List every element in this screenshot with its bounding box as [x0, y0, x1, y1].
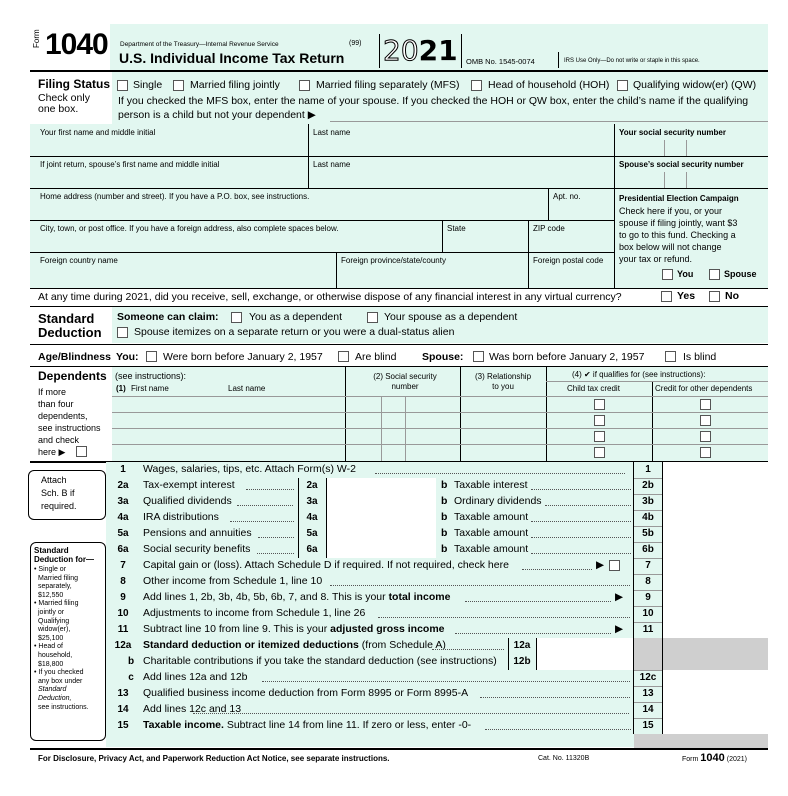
dep-side-5: and check	[38, 435, 80, 445]
filing-status-title: Filing Status	[38, 77, 110, 91]
campaign-you-checkbox[interactable]	[662, 269, 673, 280]
line-number: 12a	[114, 640, 132, 651]
mid-box-label: 3a	[306, 496, 318, 507]
line-text	[143, 671, 248, 683]
line-text-bold: adjusted gross income	[330, 623, 445, 635]
single-checkbox[interactable]	[117, 80, 128, 91]
line-text-main: Subtract line 10 from line 9. This is your	[143, 623, 328, 635]
line-number: 2a	[117, 480, 129, 491]
spouse-blind-checkbox[interactable]	[665, 351, 676, 362]
leader-dots	[246, 489, 294, 490]
line-text-main: Adjustments to income from Schedule 1, line 26	[143, 607, 366, 619]
line-number: 4a	[117, 512, 129, 523]
line-text	[143, 511, 219, 523]
leader-dots	[193, 713, 629, 714]
you-blind-label: Are blind	[355, 351, 397, 363]
sd-box-item: • Married filing	[34, 600, 79, 608]
you-born-checkbox[interactable]	[146, 351, 157, 362]
dep-col2-1: (2) Social security	[373, 372, 437, 381]
line-number: 7	[120, 560, 126, 571]
dep-col4: (4) ✔ if qualifies for (see instructions):	[572, 370, 706, 379]
virtual-currency-yes-checkbox[interactable]	[661, 291, 672, 302]
dep-side-6: here ▶	[38, 447, 66, 457]
qualifying-widow-label: Qualifying widow(er) (QW)	[633, 79, 757, 91]
right-box-label: 14	[642, 704, 654, 715]
right-box-label: 7	[645, 560, 651, 571]
form-label: Form	[32, 29, 41, 48]
line-number: 15	[117, 720, 129, 731]
line-b-number: b	[441, 495, 448, 507]
spouse-first-name-label: If joint return, spouse’s first name and middle initial	[40, 160, 220, 169]
foreign-country-input[interactable]	[36, 266, 334, 284]
line-b-text: Taxable amount	[454, 543, 529, 555]
line-text-bold: Taxable income.	[143, 719, 224, 731]
more-dependents-checkbox[interactable]	[76, 446, 87, 457]
qualifying-widow-checkbox[interactable]	[617, 80, 628, 91]
other-dependent-credit-checkbox[interactable]	[700, 431, 711, 442]
line-b-text: Taxable interest	[454, 479, 528, 491]
line-b-number: b	[441, 479, 448, 491]
line-text-main: Qualified business income deduction from Form 8995 or Form 8995-A	[143, 687, 469, 699]
sd-box-item: Qualifying	[38, 617, 70, 625]
line-number: 8	[120, 576, 126, 587]
child-tax-credit-checkbox[interactable]	[594, 399, 605, 410]
line-text-main: Qualified dividends	[143, 495, 232, 507]
spouse-born-label: Was born before January 2, 1957	[489, 351, 645, 363]
amount-input[interactable]	[663, 526, 768, 542]
sd-box-list	[34, 566, 89, 712]
spouse-ssn-label: Spouse’s social security number	[619, 160, 744, 169]
campaign-text-2: spouse if filing jointly, want $3	[619, 218, 738, 228]
amount-input[interactable]	[663, 494, 768, 510]
attach-line-2: Sch. B if	[41, 488, 75, 498]
line-text	[143, 607, 365, 619]
footer-year: (2021)	[726, 756, 747, 763]
leader-dots	[230, 521, 294, 522]
shaded-amount	[663, 654, 768, 670]
form-number: 1040	[45, 28, 108, 61]
campaign-spouse-label: Spouse	[724, 269, 757, 279]
standard-deduction-info-box	[30, 542, 106, 741]
line-text-main: Add lines 12c and 13	[143, 703, 242, 715]
ssn-label: Your social security number	[619, 128, 726, 137]
leader-dots	[531, 537, 631, 538]
sd-box-italic-1: Standard	[38, 686, 67, 694]
right-box-label: 5b	[642, 528, 654, 539]
age-spouse-label: Spouse:	[422, 351, 464, 363]
state-label: State	[447, 224, 466, 233]
mid-box-input[interactable]	[536, 654, 636, 670]
sd-box-item: Married filing	[38, 574, 79, 582]
child-tax-credit-checkbox[interactable]	[594, 431, 605, 442]
attach-schedule-b-box	[28, 470, 106, 520]
line-number: 13	[117, 688, 129, 699]
spouse-first-name-input[interactable]	[36, 170, 304, 187]
home-address-input[interactable]	[36, 202, 544, 219]
right-box-label: 2b	[642, 480, 654, 491]
right-box-label: 6b	[642, 544, 654, 555]
head-of-household-label: Head of household (HOH)	[488, 79, 610, 91]
dep-col4a: Child tax credit	[567, 384, 620, 393]
other-dependent-credit-checkbox[interactable]	[700, 399, 711, 410]
city-label: City, town, or post office. If you have a foreign address, also complete spaces below.	[40, 224, 339, 233]
line-text-main: Capital gain or (loss). Attach Schedule D if required. If not required, check here	[143, 559, 509, 571]
line-text	[143, 575, 322, 587]
mid-box-label: 12b	[513, 656, 531, 667]
married-separately-label: Married filing separately (MFS)	[316, 79, 460, 91]
shaded-amount	[634, 638, 662, 654]
other-dependent-credit-checkbox[interactable]	[700, 415, 711, 426]
arrow-icon: ▶	[615, 623, 624, 635]
capital-gain-checkbox[interactable]	[609, 560, 620, 571]
code: (99)	[349, 40, 362, 47]
leader-dots	[531, 553, 631, 554]
line-number: 14	[117, 704, 129, 715]
dependents-title: Dependents	[38, 369, 107, 383]
foreign-postal-label: Foreign postal code	[533, 256, 604, 265]
you-blind-checkbox[interactable]	[338, 351, 349, 362]
age-blindness-title: Age/Blindness	[38, 351, 111, 363]
omb-number: OMB No. 1545-0074	[466, 57, 535, 66]
you-born-label: Were born before January 2, 1957	[163, 351, 323, 363]
right-box-label: 15	[642, 720, 654, 731]
sd-box-item: $12,550	[38, 591, 64, 599]
line-b-number: b	[441, 543, 448, 555]
dependent-row[interactable]	[114, 445, 344, 459]
virtual-currency-yes-label: Yes	[677, 290, 696, 302]
line-text	[143, 479, 235, 491]
line-number: c	[128, 672, 134, 683]
head-of-household-checkbox[interactable]	[471, 80, 482, 91]
dep-col1-num: (1)	[116, 384, 126, 393]
line-text	[143, 719, 471, 731]
right-box-label: 11	[642, 624, 654, 635]
line-text	[143, 543, 250, 555]
dependents-see: (see instructions):	[115, 371, 187, 381]
sd-box-item: household,	[38, 651, 73, 659]
line-number: 11	[117, 624, 129, 635]
attach-line-1: Attach	[41, 475, 67, 485]
right-box-label: 8	[645, 576, 651, 587]
arrow-icon: ▶	[615, 591, 624, 603]
campaign-you-label: You	[677, 269, 694, 279]
line-text	[143, 463, 356, 475]
spouse-last-name-label: Last name	[313, 160, 351, 169]
dep-side-1: If more	[38, 387, 67, 397]
virtual-currency-question: At any time during 2021, did you receive, sell, exchange, or otherwise dispose of any financial interest in any virtual currency?	[38, 291, 622, 303]
leader-dots	[465, 601, 611, 602]
right-box-label: 12c	[639, 672, 657, 683]
form-title: U.S. Individual Income Tax Return	[119, 50, 345, 66]
filing-note-2: person is a child but not your dependent ▶	[118, 109, 316, 121]
leader-dots	[258, 537, 294, 538]
dependent-row[interactable]	[114, 429, 344, 443]
standard-deduction-title-2: Deduction	[38, 325, 102, 340]
leader-dots	[262, 681, 630, 682]
shaded-amount	[663, 638, 768, 654]
zip-label: ZIP code	[533, 224, 565, 233]
spouse-born-checkbox[interactable]	[473, 351, 484, 362]
amount-input[interactable]	[663, 670, 768, 686]
child-tax-credit-checkbox[interactable]	[594, 415, 605, 426]
leader-dots	[237, 505, 293, 506]
leader-dots	[522, 569, 592, 570]
foreign-province-label: Foreign province/state/county	[341, 256, 446, 265]
line-number: 9	[120, 592, 126, 603]
foreign-postal-input[interactable]	[532, 266, 612, 284]
foreign-province-input[interactable]	[340, 266, 524, 284]
line-number: 1	[120, 464, 126, 475]
dep-side-3: dependents,	[38, 411, 88, 421]
filing-status-sub2: one box.	[38, 103, 79, 115]
amount-input[interactable]	[663, 622, 768, 638]
first-name-label: Your first name and middle initial	[40, 128, 156, 137]
leader-dots	[257, 553, 294, 554]
amount-input[interactable]	[663, 574, 768, 590]
footer-cat: Cat. No. 11320B	[538, 755, 590, 762]
line-text-rest: Subtract line 14 from line 11. If zero or less, enter -0-	[226, 719, 472, 731]
line-text-main: Add lines 12a and 12b	[143, 671, 248, 683]
amount-input[interactable]	[663, 686, 768, 702]
line-text-main: Social security benefits	[143, 543, 251, 555]
line-b-text: Taxable amount	[454, 527, 529, 539]
mid-box-input[interactable]	[326, 526, 436, 542]
virtual-currency-no-checkbox[interactable]	[709, 291, 720, 302]
right-box-label: 4b	[642, 512, 654, 523]
line-text	[143, 687, 468, 699]
mid-box-label: 2a	[306, 480, 318, 491]
other-dependent-credit-checkbox[interactable]	[700, 447, 711, 458]
dep-col2-2: number	[391, 382, 419, 391]
mid-box-label: 6a	[306, 544, 318, 555]
amount-input[interactable]	[663, 558, 768, 574]
sd-box-item: separately,	[38, 583, 72, 591]
campaign-text-4: box below will not change	[619, 242, 722, 252]
amount-input[interactable]	[663, 702, 768, 718]
campaign-text-1: Check here if you, or your	[619, 206, 723, 216]
footer-form-num: 1040	[700, 752, 725, 764]
line-number: 5a	[117, 528, 129, 539]
last-name-label: Last name	[313, 128, 351, 137]
leader-dots	[330, 585, 630, 586]
shaded-bottom	[634, 734, 768, 748]
leader-dots	[485, 729, 631, 730]
line-text-main: IRA distributions	[143, 511, 219, 523]
apt-label: Apt. no.	[553, 192, 581, 201]
amount-input[interactable]	[663, 510, 768, 526]
standard-deduction-title-1: Standard	[38, 311, 95, 326]
home-address-label: Home address (number and street). If you have a P.O. box, see instructions.	[40, 192, 310, 201]
leader-dots	[531, 521, 631, 522]
married-jointly-label: Married filing jointly	[190, 79, 280, 91]
department: Department of the Treasury—Internal Revenue Service	[120, 41, 279, 48]
right-box-label: 3b	[642, 496, 654, 507]
sd-box-item: • If you checked	[34, 669, 84, 677]
apt-input[interactable]	[552, 202, 612, 219]
dep-col1-last: Last name	[228, 384, 266, 393]
dep-col3-1: (3) Relationship	[474, 372, 532, 381]
first-name-input[interactable]	[36, 138, 304, 155]
you-dependent-checkbox[interactable]	[231, 312, 242, 323]
zip-input[interactable]	[532, 234, 612, 251]
footer-form	[682, 752, 747, 764]
line-text-main: Wages, salaries, tips, etc. Attach Form(s) W-2	[143, 463, 356, 475]
married-separately-checkbox[interactable]	[299, 80, 310, 91]
leader-dots	[375, 473, 625, 474]
campaign-title: Presidential Election Campaign	[619, 194, 739, 203]
filing-note-1: If you checked the MFS box, enter the name of your spouse. If you checked the HOH or QW box, enter the child’s name if the qualifying	[118, 95, 749, 107]
leader-dots	[480, 697, 630, 698]
dependent-row[interactable]	[114, 413, 344, 427]
line-number: 10	[117, 608, 129, 619]
leader-dots	[378, 617, 630, 618]
column-divider	[633, 462, 634, 734]
filing-status-sub1: Check only	[38, 92, 90, 104]
state-input[interactable]	[446, 234, 524, 251]
leader-dots	[455, 633, 611, 634]
mid-box-input[interactable]	[326, 478, 436, 494]
line-number: 6a	[117, 544, 129, 555]
sd-box-item: $18,800	[38, 660, 64, 668]
amount-input[interactable]	[663, 478, 768, 494]
single-label: Single	[133, 79, 163, 91]
spouse-dependent-label: Your spouse as a dependent	[384, 311, 518, 323]
amount-input[interactable]	[663, 718, 768, 734]
dep-col3-2: to you	[492, 382, 514, 391]
amount-input[interactable]	[663, 462, 768, 478]
ssn-input[interactable]	[618, 139, 766, 155]
line-text-main: Tax-exempt interest	[143, 479, 235, 491]
sd-box-item: • Single or	[34, 566, 67, 573]
mid-box-input[interactable]	[536, 638, 636, 654]
dep-side-4: see instructions	[38, 423, 101, 433]
line-text	[143, 559, 509, 571]
amount-input[interactable]	[663, 606, 768, 622]
irs-use-only: IRS Use Only—Do not write or staple in this space.	[564, 58, 700, 64]
line-b-number: b	[441, 527, 448, 539]
dependent-row[interactable]	[114, 397, 344, 411]
leader-dots	[531, 489, 631, 490]
sd-box-item: jointly or	[38, 608, 65, 616]
foreign-country-label: Foreign country name	[40, 256, 118, 265]
spouse-last-name-input[interactable]	[312, 170, 612, 187]
spouse-blind-label: Is blind	[683, 351, 717, 363]
dep-side-2: than four	[38, 399, 74, 409]
line-b-text: Ordinary dividends	[454, 495, 542, 507]
spouse-itemizes-label: Spouse itemizes on a separate return or you were a dual-status alien	[134, 326, 455, 338]
amount-input[interactable]	[663, 542, 768, 558]
dep-col1-first: First name	[131, 384, 169, 393]
attach-line-3: required.	[41, 501, 77, 511]
right-box-label: 10	[642, 608, 654, 619]
line-b-number: b	[441, 511, 448, 523]
arrow-icon: ▶	[596, 559, 605, 571]
mid-box-input[interactable]	[326, 542, 436, 558]
line-b-text: Taxable amount	[454, 511, 529, 523]
line-text	[143, 655, 497, 667]
child-tax-credit-checkbox[interactable]	[594, 447, 605, 458]
line-text-bold: total income	[388, 591, 451, 603]
line-text	[143, 591, 450, 603]
mid-box-label: 12a	[513, 640, 531, 651]
right-box-label: 1	[645, 464, 651, 475]
you-dependent-label: You as a dependent	[249, 311, 343, 323]
line-number: b	[127, 656, 135, 667]
someone-can-claim: Someone can claim:	[117, 311, 219, 323]
line-text	[143, 527, 252, 539]
sd-box-item: widow(er),	[38, 626, 71, 634]
virtual-currency-no-label: No	[725, 290, 739, 302]
tax-year	[383, 34, 458, 67]
footer-notice: For Disclosure, Privacy Act, and Paperwork Reduction Act Notice, see separate instructions.	[38, 754, 390, 763]
spouse-ssn-input[interactable]	[618, 171, 766, 187]
leader-dots	[545, 505, 631, 506]
city-input[interactable]	[36, 234, 436, 251]
year-bold: 21	[418, 34, 458, 67]
year-outline: 20	[383, 34, 419, 67]
sd-box-title-2: Deduction for—	[34, 555, 94, 564]
mid-box-input[interactable]	[326, 510, 436, 526]
mid-box-input[interactable]	[326, 494, 436, 510]
footer-form-label: Form	[682, 756, 699, 763]
line-text	[143, 639, 446, 651]
married-jointly-checkbox[interactable]	[173, 80, 184, 91]
dep-col4b: Credit for other dependents	[655, 384, 753, 393]
line-text	[143, 495, 232, 507]
sd-box-italic-2: Deduction,	[38, 694, 72, 702]
sd-box-item: $25,100	[38, 634, 64, 642]
sd-box-title-1: Standard	[34, 546, 69, 555]
line-text-main: Add lines 1, 2b, 3b, 4b, 5b, 6b, 7, and 8. This is your	[143, 591, 386, 603]
right-box-label: 13	[642, 688, 654, 699]
amount-input[interactable]	[663, 590, 768, 606]
campaign-text-3: to go to this fund. Checking a	[619, 230, 736, 240]
campaign-spouse-checkbox[interactable]	[709, 269, 720, 280]
shaded-amount	[634, 654, 662, 670]
mid-box-label: 5a	[306, 528, 318, 539]
column-divider	[662, 462, 663, 734]
line-text-main: Other income from Schedule 1, line 10	[143, 575, 323, 587]
campaign-text-5: your tax or refund.	[619, 254, 693, 264]
spouse-dependent-checkbox[interactable]	[367, 312, 378, 323]
last-name-input[interactable]	[312, 138, 612, 155]
line-number: 3a	[117, 496, 129, 507]
line-text-main: Pensions and annuities	[143, 527, 252, 539]
sd-box-item: • Head of	[34, 643, 63, 651]
age-you-label: You:	[116, 351, 139, 363]
spouse-itemizes-checkbox[interactable]	[117, 327, 128, 338]
sd-box-last: see instructions.	[38, 703, 89, 711]
leader-dots	[432, 649, 504, 650]
right-box-label: 9	[645, 592, 651, 603]
line-text-rest: (from Schedule A)	[361, 639, 446, 651]
sd-box-item: any box under	[38, 677, 83, 685]
line-text-bold: Standard deduction or itemized deductions	[143, 639, 359, 651]
mid-box-label: 4a	[306, 512, 318, 523]
line-text-main: Charitable contributions if you take the standard deduction (see instructions)	[143, 655, 497, 667]
line-text	[143, 623, 445, 635]
